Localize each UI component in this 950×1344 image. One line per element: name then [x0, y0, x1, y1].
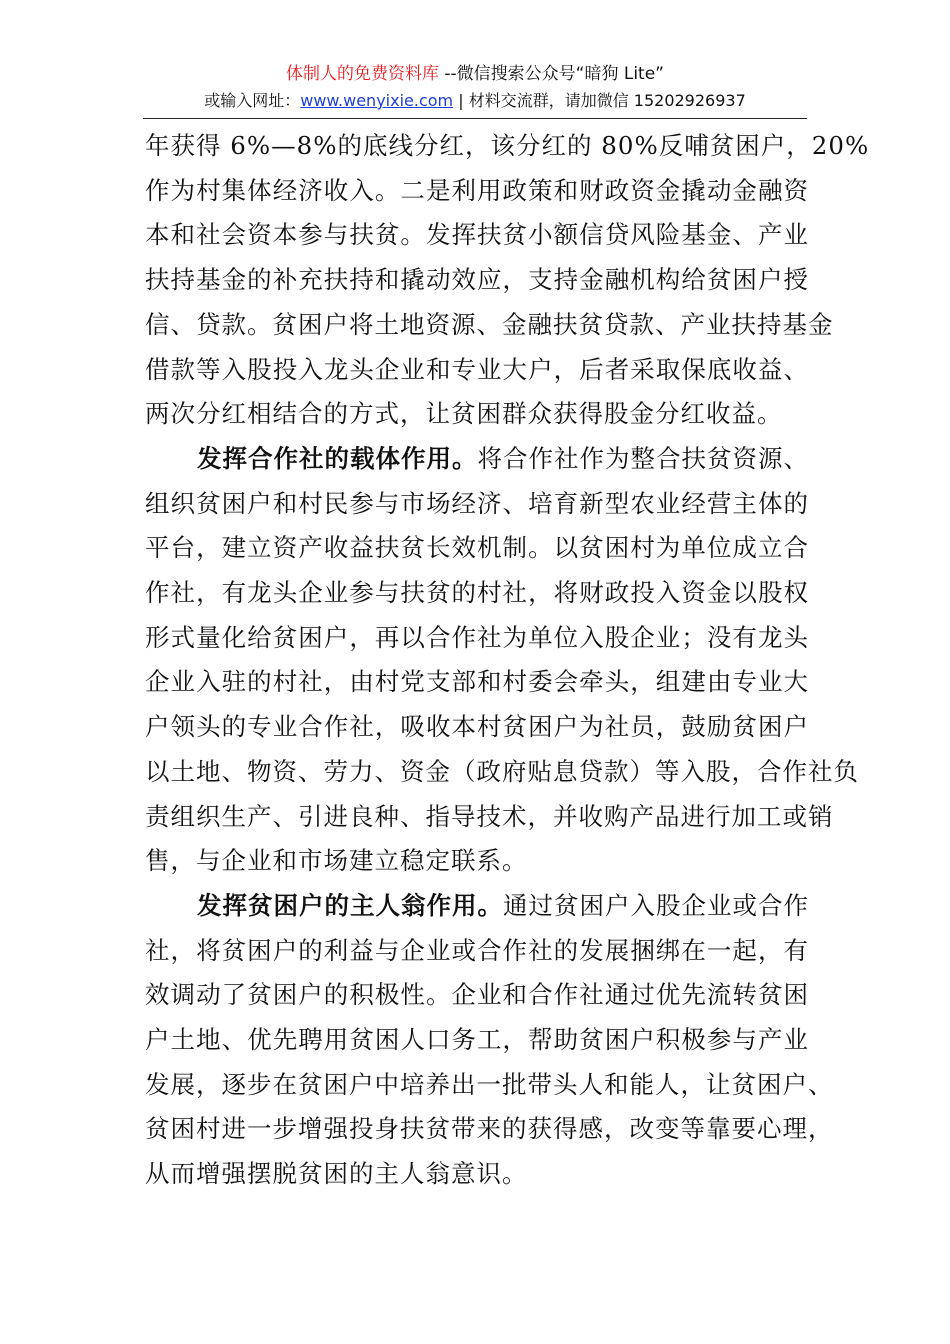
paragraph-3 — [145, 884, 834, 1197]
text-line: 责组织生产、引进良种、指导技术，并收购产品进行加工或销 — [145, 801, 834, 831]
wechat-search-note: --微信搜索公众号“暗狗 Lite” — [438, 64, 664, 84]
document-body — [145, 124, 870, 1197]
text-line: 发展，逐步在贫困户中培养出一批带头人和能人，让贫困户、 — [145, 1069, 834, 1099]
text-line: 年获得 6%—8%的底线分红，该分红的 80%反哺贫困户，20% — [145, 131, 870, 160]
text-line: 形式量化给贫困户，再以合作社为单位入股企业；没有龙头 — [145, 622, 809, 652]
text-line: 企业入驻的村社，由村党支部和村委会牵头，组建由专业大 — [145, 667, 809, 697]
paragraph-lead: 发挥合作社的载体作用。 — [197, 443, 478, 473]
text-line: 从而增强摆脱贫困的主人翁意识。 — [145, 1159, 528, 1189]
header-contact-line — [143, 89, 807, 113]
url-prefix: 或输入网址： — [204, 91, 301, 110]
text-line: 借款等入股投入龙头企业和专业大户，后者采取保底收益、 — [145, 354, 809, 384]
text-line: 效调动了贫困户的积极性。企业和合作社通过优先流转贫困 — [145, 980, 809, 1010]
page-header — [143, 62, 807, 113]
text-line: 社，将贫困户的利益与企业或合作社的发展捆绑在一起，有 — [145, 935, 809, 965]
text-line: 售，与企业和市场建立稳定联系。 — [145, 846, 528, 876]
text-span: 通过贫困户入股企业或合作 — [503, 890, 809, 920]
text-line: 以土地、物资、劳力、资金（政府贴息贷款）等入股，合作社负 — [145, 756, 859, 786]
text-line: 平台，建立资产收益扶贫长效机制。以贫困村为单位成立合 — [145, 533, 809, 563]
paragraph-lead: 发挥贫困户的主人翁作用。 — [197, 890, 503, 920]
text-line: 组织贫困户和村民参与市场经济、培育新型农业经营主体的 — [145, 488, 809, 518]
text-line — [145, 884, 809, 929]
text-line — [145, 437, 809, 482]
text-line: 户土地、优先聘用贫困人口务工，帮助贫困户积极参与产业 — [145, 1025, 809, 1055]
paragraph-1 — [145, 124, 870, 437]
text-line: 两次分红相结合的方式，让贫困群众获得股金分红收益。 — [145, 399, 783, 429]
header-promo-line — [143, 62, 807, 86]
website-link[interactable]: www.wenyixie.com — [300, 91, 454, 110]
brand-title: 体制人的免费资料库 — [285, 64, 439, 84]
text-line: 信、贷款。贫困户将土地资源、金融扶贫贷款、产业扶持基金 — [145, 309, 834, 339]
text-line: 扶持基金的补充扶持和撬动效应，支持金融机构给贫困户授 — [145, 265, 809, 295]
text-span: 将合作社作为整合扶贫资源、 — [477, 443, 809, 473]
text-line: 作为村集体经济收入。二是利用政策和财政资金撬动金融资 — [145, 175, 809, 205]
text-line: 作社，有龙头企业参与扶贫的村社，将财政投入资金以股权 — [145, 578, 809, 608]
text-line: 户领头的专业合作社，吸收本村贫困户为社员，鼓励贫困户 — [145, 712, 809, 742]
text-line: 贫困村进一步增强投身扶贫带来的获得感，改变等靠要心理， — [145, 1114, 834, 1144]
paragraph-2 — [145, 437, 859, 884]
text-line: 本和社会资本参与扶贫。发挥扶贫小额信贷风险基金、产业 — [145, 220, 809, 250]
header-divider — [143, 118, 807, 119]
contact-note: | 材料交流群，请加微信 15202926937 — [453, 91, 746, 110]
